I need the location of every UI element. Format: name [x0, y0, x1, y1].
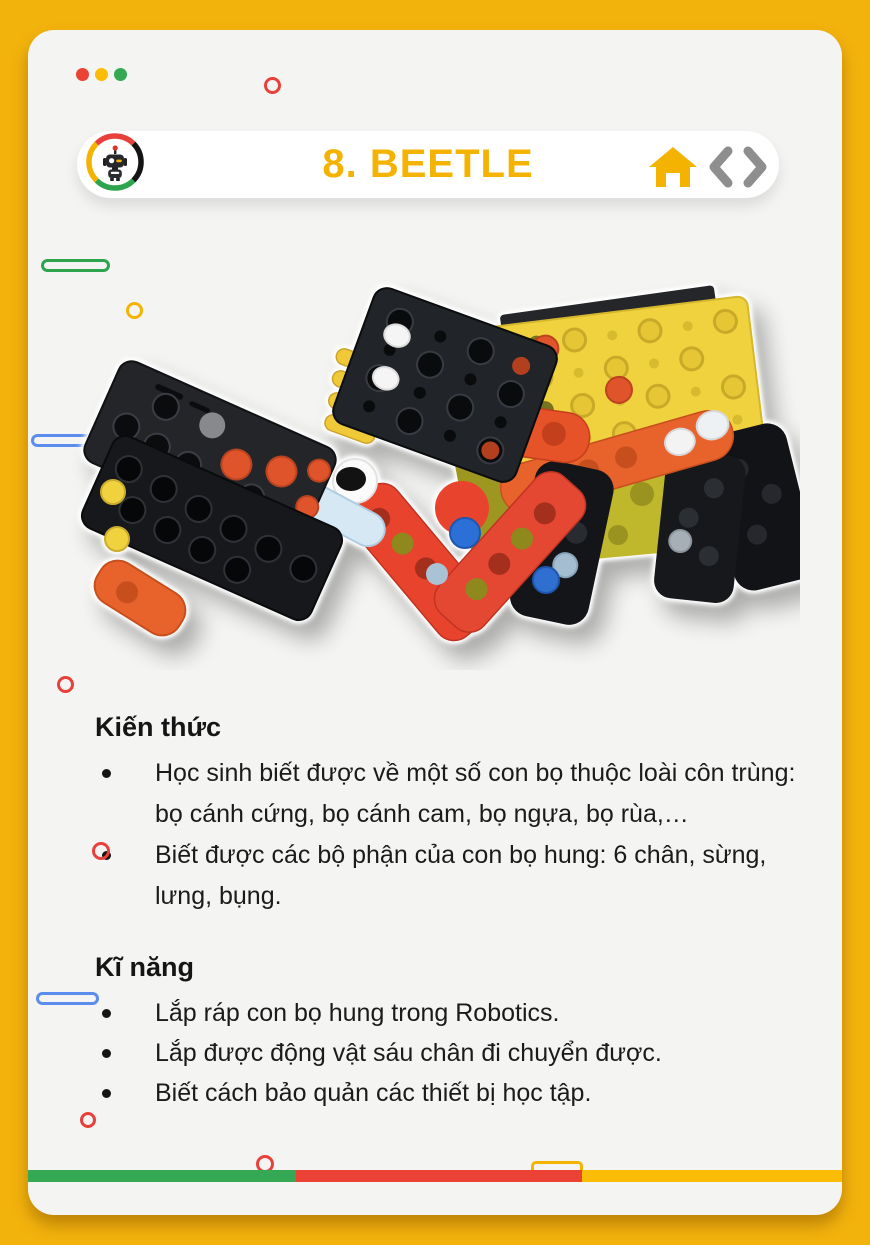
decor-circle-red-mid	[57, 676, 74, 693]
chevron-right-icon	[740, 144, 770, 190]
section-heading: Kĩ năng	[95, 952, 194, 982]
progress-segment-red	[296, 1170, 583, 1182]
nav-prev-button[interactable]	[706, 144, 736, 190]
bullet-dot	[102, 1049, 111, 1058]
beetle-robot-illustration	[60, 280, 800, 670]
progress-bar	[28, 1170, 842, 1182]
bullet-dot	[102, 769, 111, 778]
list-item	[95, 993, 825, 1033]
list-item	[95, 1073, 825, 1113]
beetle-image	[60, 280, 800, 670]
bullet-dot	[102, 1009, 111, 1018]
section-heading: Kiến thức	[95, 712, 222, 742]
decor-pill-blue-2	[36, 992, 99, 1005]
nav-next-button[interactable]	[740, 144, 770, 190]
home-button[interactable]	[648, 146, 698, 188]
chevron-left-icon	[706, 144, 736, 190]
robot-logo	[83, 130, 147, 194]
bullet-text: Lắp được động vật sáu chân đi chuyển được.	[155, 1039, 662, 1067]
list-item	[95, 753, 825, 835]
dot-green-icon	[114, 68, 127, 81]
robot-logo-icon	[83, 130, 147, 194]
progress-segment-yellow	[582, 1170, 842, 1182]
section-skills	[95, 952, 825, 1113]
page-title: 8. BEETLE	[322, 142, 534, 186]
window-dots	[76, 68, 127, 81]
bullet-dot	[102, 1089, 111, 1098]
bullet-text: Biết được các bộ phận của con bọ hung: 6 chân, sừng, lưng, bụng.	[155, 841, 767, 910]
progress-segment-green	[28, 1170, 296, 1182]
bullet-text: Lắp ráp con bọ hung trong Robotics.	[155, 999, 560, 1027]
decor-pill-green	[41, 259, 110, 272]
content-card	[28, 30, 842, 1215]
dot-yellow-icon	[95, 68, 108, 81]
decor-circle-red-bullet	[92, 842, 110, 860]
home-icon	[648, 146, 698, 188]
list-item	[95, 1033, 825, 1073]
section-knowledge	[95, 712, 825, 917]
decor-circle-red-top	[264, 77, 281, 94]
bullet-text: Biết cách bảo quản các thiết bị học tập.	[155, 1079, 592, 1107]
decor-circle-red-low	[80, 1112, 96, 1128]
dot-red-icon	[76, 68, 89, 81]
bullet-text: Học sinh biết được về một số con bọ thuộc loài côn trùng: bọ cánh cứng, bọ cánh cam, bọ ngựa, bọ rùa,…	[155, 759, 796, 828]
list-item	[95, 835, 825, 917]
